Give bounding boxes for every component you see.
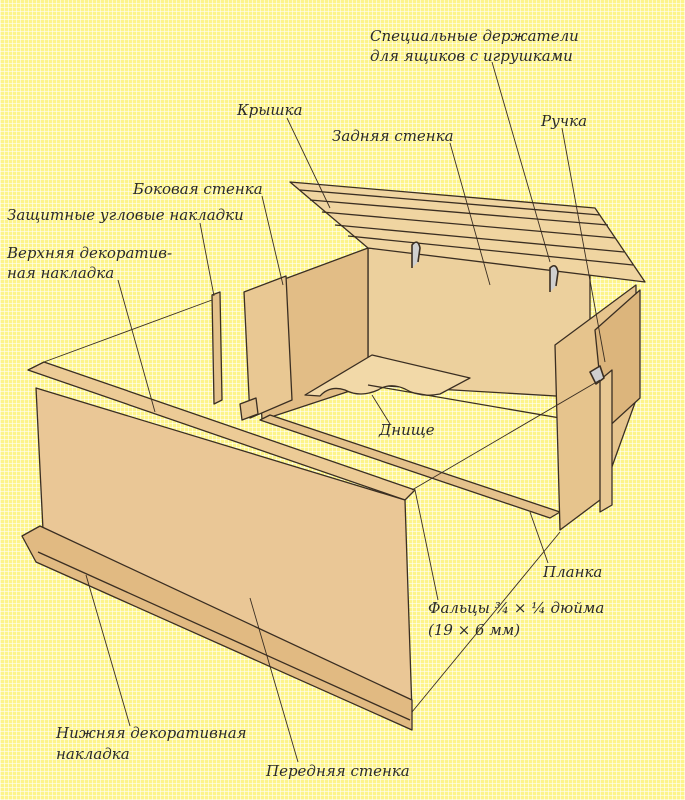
label-front-wall: Передняя стенка <box>266 762 410 780</box>
label-lid: Крышка <box>237 101 303 119</box>
label-side-wall: Боковая стенка <box>133 180 263 198</box>
label-holders-line2: для ящиков с игрушками <box>370 47 573 65</box>
label-rabbets-line2: (19 × 6 мм) <box>428 621 521 639</box>
label-slat: Планка <box>543 563 603 581</box>
label-back-wall: Задняя стенка <box>332 127 454 145</box>
label-bottom: Днище <box>379 421 435 439</box>
label-bottom-trim-line2: накладка <box>56 745 130 763</box>
label-bottom-trim-line1: Нижняя декоративная <box>56 724 247 742</box>
label-top-trim-line2: ная накладка <box>7 264 115 282</box>
label-handle: Ручка <box>541 112 588 130</box>
front-wall <box>22 362 415 730</box>
label-corner-trim: Защитные угловые накладки <box>7 206 244 224</box>
label-top-trim-line1: Верхняя декоратив- <box>7 244 173 262</box>
label-rabbets-line1: Фальцы ¾ × ¼ дюйма <box>428 599 605 617</box>
side-wall <box>212 276 292 420</box>
label-holders-line1: Специальные держатели <box>370 27 579 45</box>
